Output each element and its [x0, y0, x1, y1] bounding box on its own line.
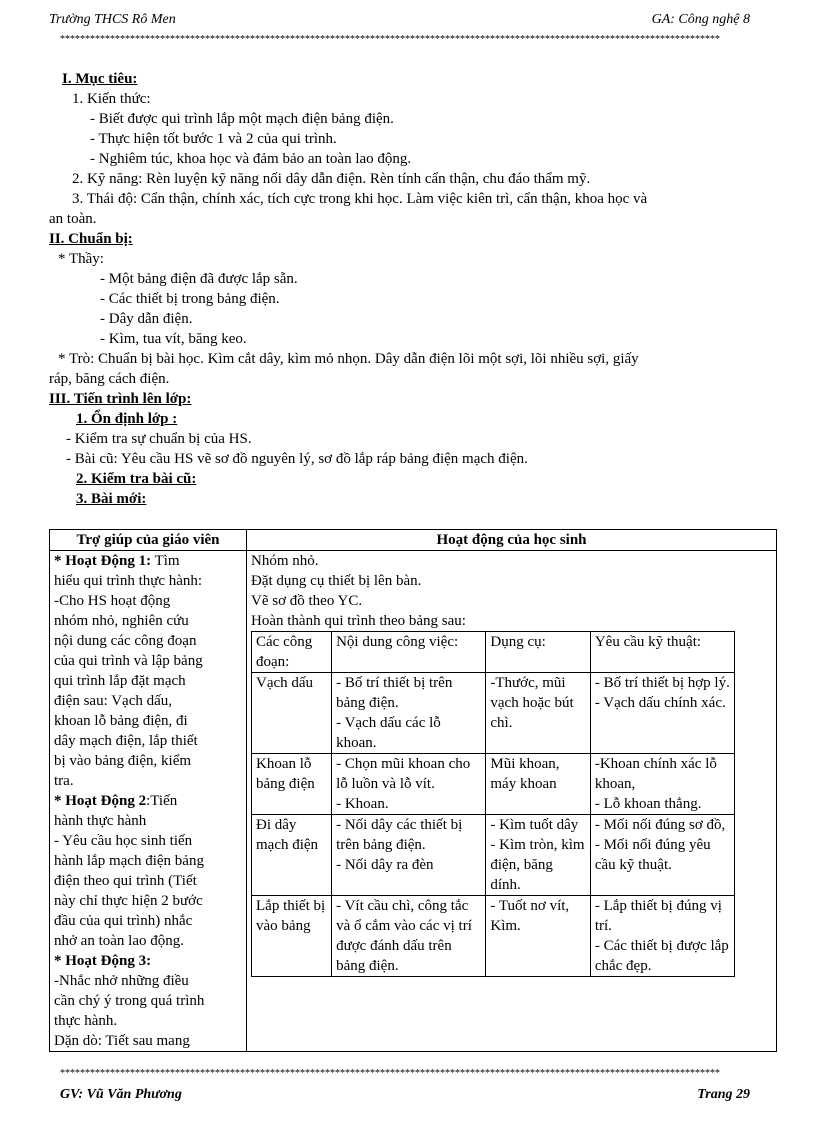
process-table-header-cell: Yêu cầu kỹ thuật:	[590, 632, 734, 673]
process-table-cell: -Thước, mũi vạch hoặc bút chì.	[486, 673, 590, 754]
teacher-activity-line: của qui trình và lập bảng	[54, 653, 203, 669]
process-table-cell: - Nối dây các thiết bị trên bảng điện. - Nối dây ra đèn	[332, 815, 486, 896]
process-table-cell: - Kìm tuốt dây - Kìm tròn, kìm điện, băng dính.	[486, 815, 590, 896]
teacher-activity-line: qui trình lắp đặt mạch	[54, 673, 186, 689]
header-subject: GA: Công nghệ 8	[651, 12, 750, 27]
teacher-activity-line: nhở an toàn lao động.	[54, 933, 184, 949]
process-table-cell: - Bố trí thiết bị hợp lý. - Vạch dấu chính xác.	[590, 673, 734, 754]
teacher-activity-line: nhóm nhỏ, nghiên cứu	[54, 613, 189, 629]
knowledge-item: - Biết được qui trình lắp một mạch điện bảng điện.	[90, 111, 394, 127]
attitude-line: 3. Thái độ: Cẩn thận, chính xác, tích cực trong khi học. Làm việc kiên trì, cẩn thận, khoa học và	[72, 191, 648, 207]
teacher-activity-line: tra.	[54, 773, 74, 789]
process-table-row	[252, 815, 735, 896]
teacher-activity-line: * Hoạt Động 2:Tiến	[54, 793, 178, 809]
process-table-cell: Mũi khoan, máy khoan	[486, 754, 590, 815]
teacher-activities	[50, 551, 247, 1052]
teacher-activity-line: hành lắp mạch điện bảng	[54, 853, 204, 869]
teacher-activity-line: hành thực hành	[54, 813, 147, 829]
attitude-line-cont: an toàn.	[49, 211, 97, 227]
student-column-header: Hoạt động của học sinh	[247, 530, 777, 551]
teacher-activity-line: cần chý ý trong quá trình	[54, 993, 205, 1009]
process-table-header-cell: Nội dung công việc:	[332, 632, 486, 673]
teacher-activity-line: * Hoạt Động 1: Tìm	[54, 553, 180, 569]
process-table-cell: - Vít cầu chì, công tắc và ổ cắm vào các vị trí được đánh dấu trên bảng điện.	[332, 896, 486, 977]
student-activity-line: Nhóm nhỏ.	[251, 553, 319, 569]
teacher-prep-item: - Một bảng điện đã được lắp sẵn.	[100, 271, 298, 287]
process-table-cell: Đi dây mạch điện	[252, 815, 332, 896]
section-3-title: III. Tiến trình lên lớp:	[49, 391, 192, 407]
process-table	[251, 631, 735, 977]
teacher-activity-line: dây mạch điện, lắp thiết	[54, 733, 198, 749]
class-stabilize-item: - Kiểm tra sự chuẩn bị của HS.	[66, 431, 252, 447]
process-table-cell: - Mối nối đúng sơ đồ, - Mối nối đúng yêu cầu kỹ thuật.	[590, 815, 734, 896]
footer-teacher: GV: Vũ Văn Phương	[60, 1087, 182, 1102]
student-prep: * Trò: Chuẩn bị bài học. Kìm cắt dây, kìm mỏ nhọn. Dây dẫn điện lõi một sợi, lõi nhiều sợi, giấy	[58, 351, 639, 367]
section-1-title: I. Mục tiêu:	[62, 71, 138, 87]
lesson-activity-table	[49, 529, 777, 1052]
teacher-activity-line: * Hoạt Động 3:	[54, 953, 152, 969]
student-activities	[247, 551, 777, 1052]
knowledge-heading: 1. Kiến thức:	[72, 91, 151, 107]
teacher-activity-line: này chỉ thực hiện 2 bước	[54, 893, 203, 909]
process-table-header-cell: Các công đoạn:	[252, 632, 332, 673]
process-table-cell: Vạch dấu	[252, 673, 332, 754]
teacher-activity-line: điện theo qui trình (Tiết	[54, 873, 197, 889]
teacher-activity-line: nội dung các công đoạn	[54, 633, 197, 649]
process-table-cell: Lắp thiết bị vào bảng	[252, 896, 332, 977]
teacher-prep-heading: * Thầy:	[58, 251, 104, 267]
teacher-activity-line: - Yêu cầu học sinh tiến	[54, 833, 193, 849]
teacher-activity-line: điện sau: Vạch dấu,	[54, 693, 173, 709]
process-table-header-cell: Dụng cụ:	[486, 632, 590, 673]
class-stabilize-heading: 1. Ổn định lớp :	[76, 411, 178, 427]
process-table-cell: - Tuốt nơ vít, Kìm.	[486, 896, 590, 977]
teacher-activity-line: đầu của qui trình) nhắc	[54, 913, 193, 929]
teacher-activity-line: khoan lỗ bảng điện, đi	[54, 713, 188, 729]
process-table-cell: - Bố trí thiết bị trên bảng điện. - Vạch dấu các lỗ khoan.	[332, 673, 486, 754]
teacher-prep-item: - Các thiết bị trong bảng điện.	[100, 291, 280, 307]
teacher-activity-line: -Nhắc nhở những điều	[54, 973, 189, 989]
skills-line: 2. Kỹ năng: Rèn luyện kỹ năng nối dây dẫn điện. Rèn tính cẩn thận, chu đáo thẩm mỹ.	[72, 171, 591, 187]
teacher-activity-line: bị vào bảng điện, kiểm	[54, 753, 192, 769]
section-2-title: II. Chuẩn bị:	[49, 231, 133, 247]
header-divider: ************************************************************************************************************************************	[60, 35, 720, 45]
process-table-cell: - Lắp thiết bị đúng vị trí. - Các thiết bị được lắp chắc đẹp.	[590, 896, 734, 977]
process-table-cell: - Chọn mũi khoan cho lỗ luồn và lỗ vít. - Khoan.	[332, 754, 486, 815]
teacher-prep-item: - Dây dẫn điện.	[100, 311, 193, 327]
teacher-column-header: Trợ giúp của giáo viên	[50, 530, 247, 551]
process-table-cell: -Khoan chính xác lỗ khoan, - Lỗ khoan thẳng.	[590, 754, 734, 815]
process-table-row	[252, 673, 735, 754]
student-activity-line: Hoàn thành qui trình theo bảng sau:	[251, 613, 466, 629]
teacher-prep-item: - Kìm, tua vít, băng keo.	[100, 331, 247, 347]
knowledge-item: - Thực hiện tốt bước 1 và 2 của qui trình.	[90, 131, 337, 147]
footer-page: Trang 29	[697, 1087, 750, 1102]
process-table-header-row	[252, 632, 735, 673]
process-table-row	[252, 896, 735, 977]
new-lesson-heading: 3. Bài mới:	[76, 491, 147, 507]
process-table-cell: Khoan lỗ bảng điện	[252, 754, 332, 815]
footer-divider: ************************************************************************************************************************************	[60, 1069, 720, 1079]
teacher-activity-line: Dặn dò: Tiết sau mang	[54, 1033, 190, 1049]
student-prep-cont: ráp, băng cách điện.	[49, 371, 170, 387]
class-stabilize-item: - Bài cũ: Yêu cầu HS vẽ sơ đồ nguyên lý, sơ đồ lắp ráp bảng điện mạch điện.	[66, 451, 528, 467]
student-activity-line: Đặt dụng cụ thiết bị lên bàn.	[251, 573, 422, 589]
header-school: Trường THCS Rô Men	[49, 12, 176, 27]
student-activity-line: Vẽ sơ đồ theo YC.	[251, 593, 363, 609]
teacher-activity-line: -Cho HS hoạt động	[54, 593, 171, 609]
knowledge-item: - Nghiêm túc, khoa học và đảm bảo an toàn lao động.	[90, 151, 412, 167]
old-lesson-check-heading: 2. Kiểm tra bài cũ:	[76, 471, 197, 487]
teacher-activity-line: hiểu qui trình thực hành:	[54, 573, 203, 589]
teacher-activity-line: thực hành.	[54, 1013, 118, 1029]
process-table-row	[252, 754, 735, 815]
